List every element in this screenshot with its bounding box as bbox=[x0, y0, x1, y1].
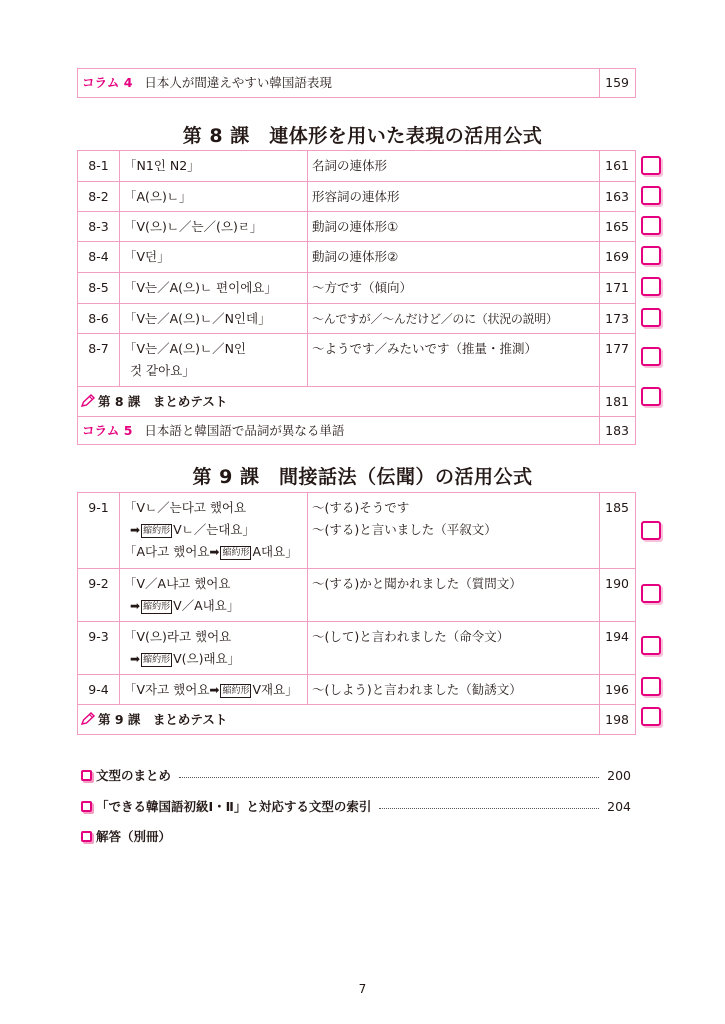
pencil-icon bbox=[80, 712, 96, 726]
lesson8-table bbox=[77, 150, 636, 445]
lesson9-test-cell bbox=[78, 705, 600, 735]
lesson-number: 8-6 bbox=[78, 304, 120, 334]
meaning bbox=[308, 493, 600, 569]
grammar-form-line: 것 같아요」 bbox=[130, 363, 195, 378]
checkbox-9-test[interactable] bbox=[641, 707, 661, 726]
meaning: 〜方です（傾向） bbox=[308, 273, 600, 304]
page-ref: 163 bbox=[600, 182, 636, 212]
extra-page: 204 bbox=[607, 798, 631, 814]
extra-page: 200 bbox=[607, 767, 631, 783]
lesson8-test-cell bbox=[78, 387, 600, 417]
lesson9-row-4[interactable] bbox=[78, 675, 636, 705]
checkbox-8-7[interactable] bbox=[641, 347, 661, 366]
grammar-form-line: 「V／A냐고 했어요 bbox=[124, 576, 231, 591]
checkbox-8-5[interactable] bbox=[641, 277, 661, 296]
lesson8-row-3[interactable] bbox=[78, 212, 636, 242]
checkbox-9-3[interactable] bbox=[641, 636, 661, 655]
lesson-number: 8-4 bbox=[78, 242, 120, 273]
lesson8-row-6[interactable] bbox=[78, 304, 636, 334]
lesson8-row-4[interactable] bbox=[78, 242, 636, 273]
contraction-tag: 縮約形 bbox=[222, 548, 250, 558]
meaning: 形容詞の連体形 bbox=[308, 182, 600, 212]
lesson9-row-2[interactable] bbox=[78, 569, 636, 622]
lesson8-heading: 第 8 課 連体形を用いた表現の活用公式 bbox=[182, 125, 543, 147]
lesson8-row-7[interactable] bbox=[78, 334, 636, 387]
meaning-line: 〜(する)そうです bbox=[312, 500, 410, 515]
meaning: 〜ようです／みたいです（推量・推測） bbox=[308, 334, 600, 387]
grammar-form-text: V(으)래요」 bbox=[173, 651, 241, 666]
lesson9-table bbox=[77, 492, 636, 735]
checkbox-8-3[interactable] bbox=[641, 216, 661, 235]
lesson-number: 9-3 bbox=[78, 622, 120, 675]
lesson-number: 8-3 bbox=[78, 212, 120, 242]
contraction-tag: 縮約形 bbox=[143, 602, 171, 612]
grammar-form-line bbox=[124, 541, 303, 563]
contraction-tag: 縮約形 bbox=[222, 685, 250, 696]
lesson-number: 8-2 bbox=[78, 182, 120, 212]
meaning: 動詞の連体形② bbox=[308, 242, 600, 273]
leader-dots bbox=[179, 777, 599, 778]
square-bullet-icon bbox=[81, 770, 92, 781]
meaning: 〜(して)と言われました（命令文） bbox=[308, 622, 600, 675]
page-number: 7 bbox=[358, 982, 367, 996]
checkbox-9-4[interactable] bbox=[641, 677, 661, 696]
page-ref: 181 bbox=[600, 387, 636, 417]
grammar-form: 「A(으)ㄴ」 bbox=[120, 182, 308, 212]
column4-label: コラム 4 bbox=[82, 75, 133, 90]
grammar-form bbox=[120, 493, 308, 569]
grammar-form-text: 「A다고 했어요 bbox=[124, 544, 210, 559]
lesson8-row-2[interactable] bbox=[78, 182, 636, 212]
contraction-tag: 縮約形 bbox=[143, 526, 171, 536]
extra-label: 解答（別冊） bbox=[96, 829, 172, 844]
checkbox-8-6[interactable] bbox=[641, 308, 661, 327]
page-ref: 165 bbox=[600, 212, 636, 242]
lesson-number: 8-5 bbox=[78, 273, 120, 304]
extra-item-summary[interactable] bbox=[81, 765, 631, 785]
lesson9-row-1[interactable] bbox=[78, 493, 636, 569]
column4-table bbox=[77, 68, 636, 98]
extra-label: 文型のまとめ bbox=[96, 768, 172, 783]
column4-title: 日本人が間違えやすい韓国語表現 bbox=[144, 75, 332, 90]
grammar-form-line bbox=[124, 595, 303, 617]
leader-dots bbox=[379, 808, 599, 809]
column5-cell bbox=[78, 417, 600, 445]
grammar-form bbox=[120, 622, 308, 675]
arrow-right-icon: ➡ bbox=[130, 652, 141, 666]
page-ref: 161 bbox=[600, 151, 636, 182]
grammar-form-text: V재요」 bbox=[252, 681, 298, 697]
meaning: 動詞の連体形① bbox=[308, 212, 600, 242]
lesson8-test-label: 第 8 課 まとめテスト bbox=[98, 393, 228, 409]
lesson-number: 8-7 bbox=[78, 334, 120, 387]
lesson9-test-label: 第 9 課 まとめテスト bbox=[98, 711, 228, 727]
meaning: 〜んですが／〜んだけど／のに（状況の説明） bbox=[308, 304, 600, 334]
grammar-form-text: V／A내요」 bbox=[173, 598, 240, 613]
lesson9-row-3[interactable] bbox=[78, 622, 636, 675]
lesson9-test-row[interactable] bbox=[78, 705, 636, 735]
meaning: 〜(する)かと聞かれました（質問文） bbox=[308, 569, 600, 622]
extra-item-index[interactable] bbox=[81, 796, 631, 816]
meaning: 〜(しよう)と言われました（勧誘文） bbox=[308, 675, 600, 705]
arrow-right-icon: ➡ bbox=[130, 599, 141, 613]
contraction-tag: 縮約形 bbox=[143, 655, 171, 665]
page-ref: 177 bbox=[600, 334, 636, 387]
column5-title: 日本語と韓国語で品詞が異なる単語 bbox=[144, 422, 345, 438]
lesson8-test-row[interactable] bbox=[78, 387, 636, 417]
checkbox-9-1[interactable] bbox=[641, 521, 661, 540]
grammar-form bbox=[120, 675, 308, 705]
grammar-form-line bbox=[124, 519, 303, 541]
extra-label: 「できる韓国語初級Ⅰ・Ⅱ」と対応する文型の索引 bbox=[96, 799, 372, 814]
grammar-form: 「V(으)ㄴ／는／(으)ㄹ」 bbox=[120, 212, 308, 242]
grammar-form: 「V는／A(으)ㄴ 편이에요」 bbox=[120, 273, 308, 304]
page-ref: 196 bbox=[600, 675, 636, 705]
checkbox-9-2[interactable] bbox=[641, 584, 661, 603]
page-ref: 173 bbox=[600, 304, 636, 334]
grammar-form bbox=[120, 569, 308, 622]
grammar-form-line: 「V(으)라고 했어요 bbox=[124, 629, 232, 644]
meaning-line: 〜(する)と言いました（平叙文） bbox=[312, 522, 497, 537]
grammar-form-text: Vㄴ／는대요」 bbox=[173, 522, 255, 537]
grammar-form: 「V던」 bbox=[120, 242, 308, 273]
square-bullet-icon bbox=[81, 831, 92, 842]
arrow-right-icon: ➡ bbox=[209, 545, 220, 559]
column4-page: 159 bbox=[600, 69, 636, 98]
lesson-number: 9-4 bbox=[78, 675, 120, 705]
column5-label: コラム 5 bbox=[82, 422, 133, 438]
grammar-form-line bbox=[124, 648, 303, 670]
lesson-number: 9-1 bbox=[78, 493, 120, 569]
pencil-icon bbox=[80, 394, 96, 408]
arrow-right-icon: ➡ bbox=[130, 523, 141, 537]
grammar-form: 「N1인 N2」 bbox=[120, 151, 308, 182]
checkbox-8-1[interactable] bbox=[641, 156, 661, 175]
grammar-form-text: 「V자고 했어요 bbox=[124, 681, 210, 697]
checkbox-8-4[interactable] bbox=[641, 246, 661, 265]
meaning: 名詞の連体形 bbox=[308, 151, 600, 182]
lesson8-row-5[interactable] bbox=[78, 273, 636, 304]
column4-row[interactable] bbox=[78, 69, 636, 98]
page-ref: 194 bbox=[600, 622, 636, 675]
lesson-number: 8-1 bbox=[78, 151, 120, 182]
square-bullet-icon bbox=[81, 801, 92, 812]
grammar-form-line: 「V는／A(으)ㄴ／N인 bbox=[124, 341, 247, 356]
lesson-number: 9-2 bbox=[78, 569, 120, 622]
page-ref: 183 bbox=[600, 417, 636, 445]
checkbox-8-2[interactable] bbox=[641, 186, 661, 205]
grammar-form bbox=[120, 334, 308, 387]
column5-row[interactable] bbox=[78, 417, 636, 445]
extra-item-answers[interactable] bbox=[81, 826, 631, 846]
page-ref: 171 bbox=[600, 273, 636, 304]
lesson9-heading: 第 9 課 間接話法（伝聞）の活用公式 bbox=[192, 466, 533, 488]
grammar-form-line: 「Vㄴ／는다고 했어요 bbox=[124, 500, 247, 515]
page-ref: 169 bbox=[600, 242, 636, 273]
page-ref: 185 bbox=[600, 493, 636, 569]
grammar-form: 「V는／A(으)ㄴ／N인데」 bbox=[120, 304, 308, 334]
page-ref: 198 bbox=[600, 705, 636, 735]
arrow-right-icon: ➡ bbox=[209, 682, 220, 697]
page-ref: 190 bbox=[600, 569, 636, 622]
checkbox-8-test[interactable] bbox=[641, 387, 661, 406]
grammar-form-text: A대요」 bbox=[252, 544, 298, 559]
lesson8-row-1[interactable] bbox=[78, 151, 636, 182]
